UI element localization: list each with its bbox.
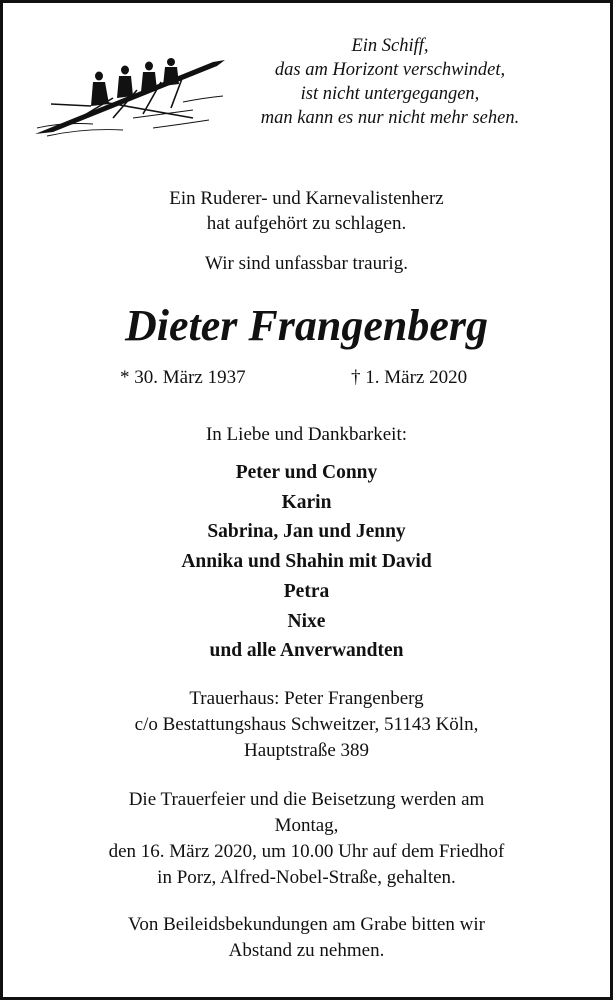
sad-line: Wir sind unfassbar traurig. — [205, 253, 408, 274]
poem-line: ist nicht untergegangen, — [300, 84, 480, 104]
intro-text — [0, 186, 613, 236]
condolence-note — [0, 912, 613, 964]
service-line: in Porz, Alfred-Nobel-Straße, gehalten. — [157, 867, 456, 888]
poem-line: das am Horizont verschwindet, — [274, 60, 506, 80]
service-line: den 16. März 2020, um 10.00 Uhr auf dem Friedhof — [108, 841, 505, 862]
poem — [220, 34, 560, 130]
mourner-name: Annika und Shahin mit David — [181, 551, 432, 573]
address-line: c/o Bestattungshaus Schweitzer, 51143 Köln, — [134, 714, 479, 735]
mourner-name: Karin — [281, 491, 332, 513]
poem-line: man kann es nur nicht mehr sehen. — [260, 108, 520, 128]
mourner-name: Sabrina, Jan und Jenny — [207, 521, 406, 543]
mourner-name: Peter und Conny — [235, 462, 378, 483]
life-dates — [0, 367, 613, 395]
intro-line: Ein Ruderer- und Karnevalistenherz — [169, 188, 444, 209]
address-line: Trauerhaus: Peter Frangenberg — [189, 688, 424, 709]
gratitude-heading: In Liebe und Dankbarkeit: — [205, 424, 407, 445]
intro-line: hat aufgehört zu schlagen. — [206, 213, 407, 234]
mourner-name: und alle Anverwandten — [209, 640, 404, 662]
mourners-list — [0, 458, 613, 666]
condolence-line: Von Beileidsbekundungen am Grabe bitten wir — [128, 914, 485, 935]
deceased-name: Dieter Frangenberg — [125, 301, 488, 350]
mourner-name: Nixe — [287, 610, 326, 632]
condolence-line: Abstand zu nehmen. — [228, 940, 385, 961]
service-line: Die Trauerfeier und die Beisetzung werden am — [128, 789, 485, 810]
mourner-name: Petra — [283, 580, 330, 602]
poem-line: Ein Schiff, — [351, 36, 429, 56]
rowing-boat-icon — [33, 58, 227, 138]
death-date: † 1. März 2020 — [351, 367, 468, 388]
funeral-service-info — [0, 787, 613, 891]
mourning-house-address — [0, 686, 613, 764]
birth-date: * 30. März 1937 — [120, 367, 246, 388]
service-line: Montag, — [274, 815, 339, 836]
address-line: Hauptstraße 389 — [243, 740, 370, 761]
